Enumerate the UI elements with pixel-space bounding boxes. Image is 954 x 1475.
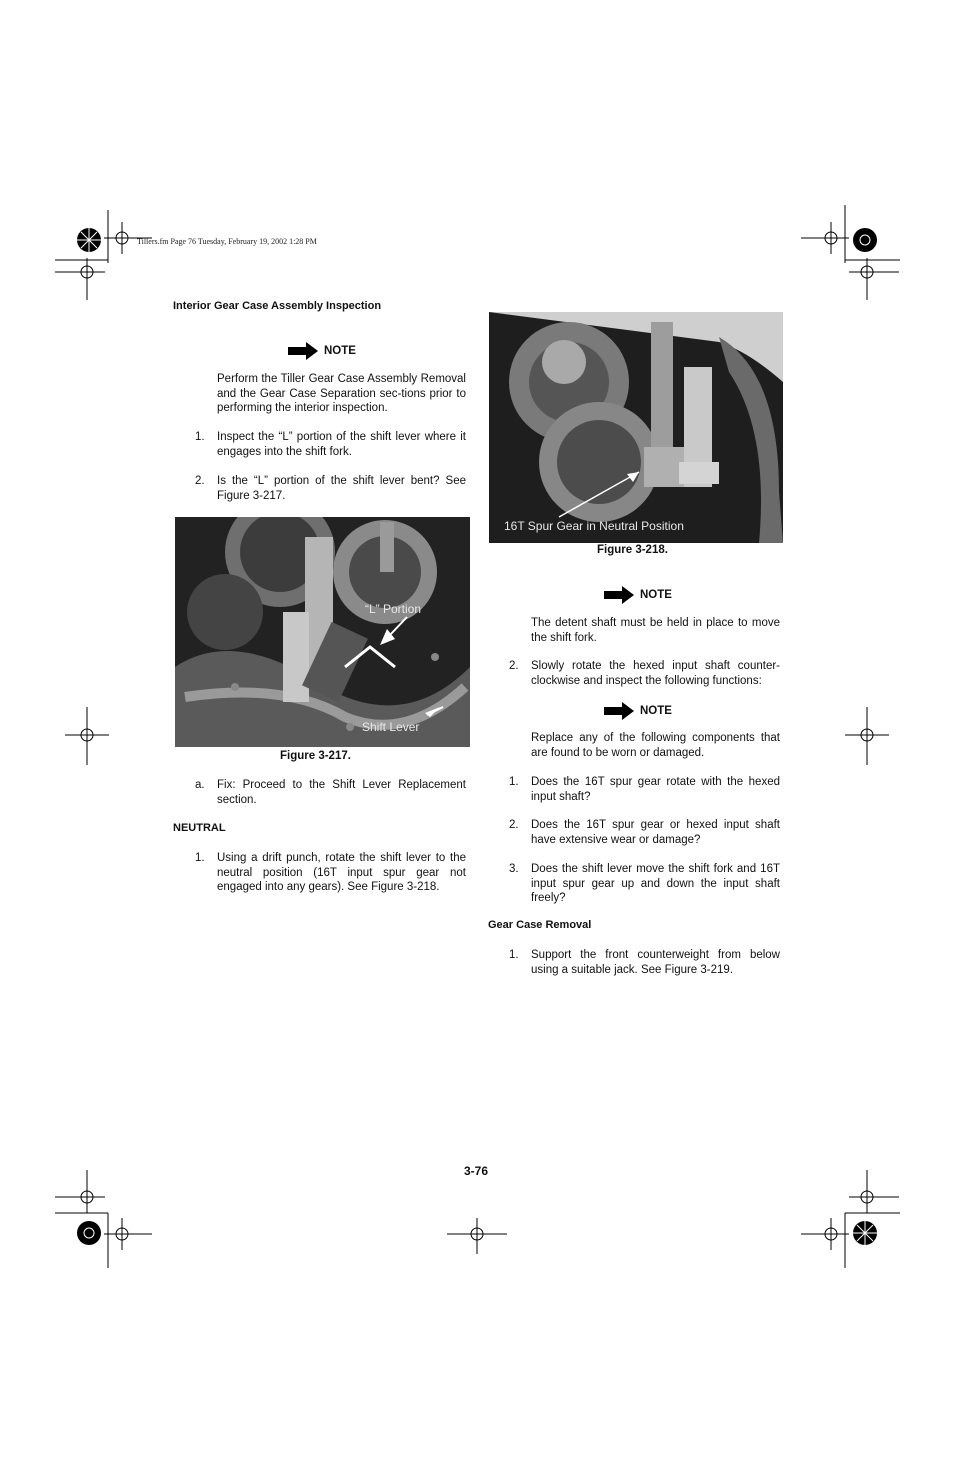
shift-lever-label: Shift Lever <box>362 720 420 734</box>
step-text: Support the front counterweight from below using a suitable jack. See Figure 3-219. <box>531 949 780 976</box>
step-text: Slowly rotate the hexed input shaft counter-clockwise and inspect the following functions: <box>531 660 780 687</box>
note-label: NOTE <box>324 345 356 357</box>
arrow-right-icon <box>604 702 634 720</box>
note-callout-1 <box>288 342 356 360</box>
figure-3-218-photo <box>489 312 783 543</box>
section-heading-gear-case-removal: Gear Case Removal <box>488 919 592 931</box>
check-number: 1. <box>509 776 519 788</box>
section-heading-neutral: NEUTRAL <box>173 822 226 834</box>
l-portion-label: “L” Portion <box>365 602 422 616</box>
check-number: 3. <box>509 863 519 875</box>
step-number: 1. <box>509 949 519 961</box>
gear-case-illustration <box>489 312 783 543</box>
figure-3-218-caption: Figure 3-218. <box>597 544 668 556</box>
step-text: Inspect the “L” portion of the shift lever where it engages into the shift fork. <box>217 431 466 458</box>
note-text: The detent shaft must be held in place to move the shift fork. <box>531 617 780 644</box>
arrow-right-icon <box>288 342 318 360</box>
note-label: NOTE <box>640 589 672 601</box>
check-text: Does the 16T spur gear or hexed input shaft have extensive wear or damage? <box>531 819 780 846</box>
file-slug: Tillers.fm Page 76 Tuesday, February 19, 2002 1:28 PM <box>137 237 317 246</box>
fix-letter: a. <box>195 779 205 791</box>
check-text: Does the 16T spur gear rotate with the hexed input shaft? <box>531 776 780 803</box>
fix-text: Fix: Proceed to the Shift Lever Replacement section. <box>217 779 466 806</box>
page-number: 3-76 <box>464 1164 489 1178</box>
step-text: Using a drift punch, rotate the shift lever to the neutral position (16T input spur gear not engaged into any gears). See Figure 3-218. <box>217 852 466 893</box>
figure-3-217-photo <box>175 517 470 747</box>
step-number: 2. <box>509 660 519 672</box>
check-text: Does the shift lever move the shift fork and 16T input spur gear up and down the input shaft freely? <box>531 863 780 904</box>
step-number: 2. <box>195 475 205 487</box>
note-label: NOTE <box>640 705 672 717</box>
spur-gear-label: 16T Spur Gear in Neutral Position <box>504 519 684 533</box>
check-number: 2. <box>509 819 519 831</box>
step-number: 1. <box>195 852 205 864</box>
note-text: Replace any of the following components that are found to be worn or damaged. <box>531 732 780 759</box>
step-number: 1. <box>195 431 205 443</box>
section-heading-interior-inspection: Interior Gear Case Assembly Inspection <box>173 300 382 312</box>
figure-3-217-caption: Figure 3-217. <box>280 750 351 762</box>
note-callout-2 <box>604 586 672 604</box>
step-text: Is the “L” portion of the shift lever bent? See Figure 3-217. <box>217 475 466 502</box>
note-text: Perform the Tiller Gear Case Assembly Removal and the Gear Case Separation sec-tions prior to performing the interior inspection. <box>217 373 466 414</box>
gear-case-illustration <box>175 517 470 747</box>
note-callout-3 <box>604 702 672 720</box>
arrow-right-icon <box>604 586 634 604</box>
